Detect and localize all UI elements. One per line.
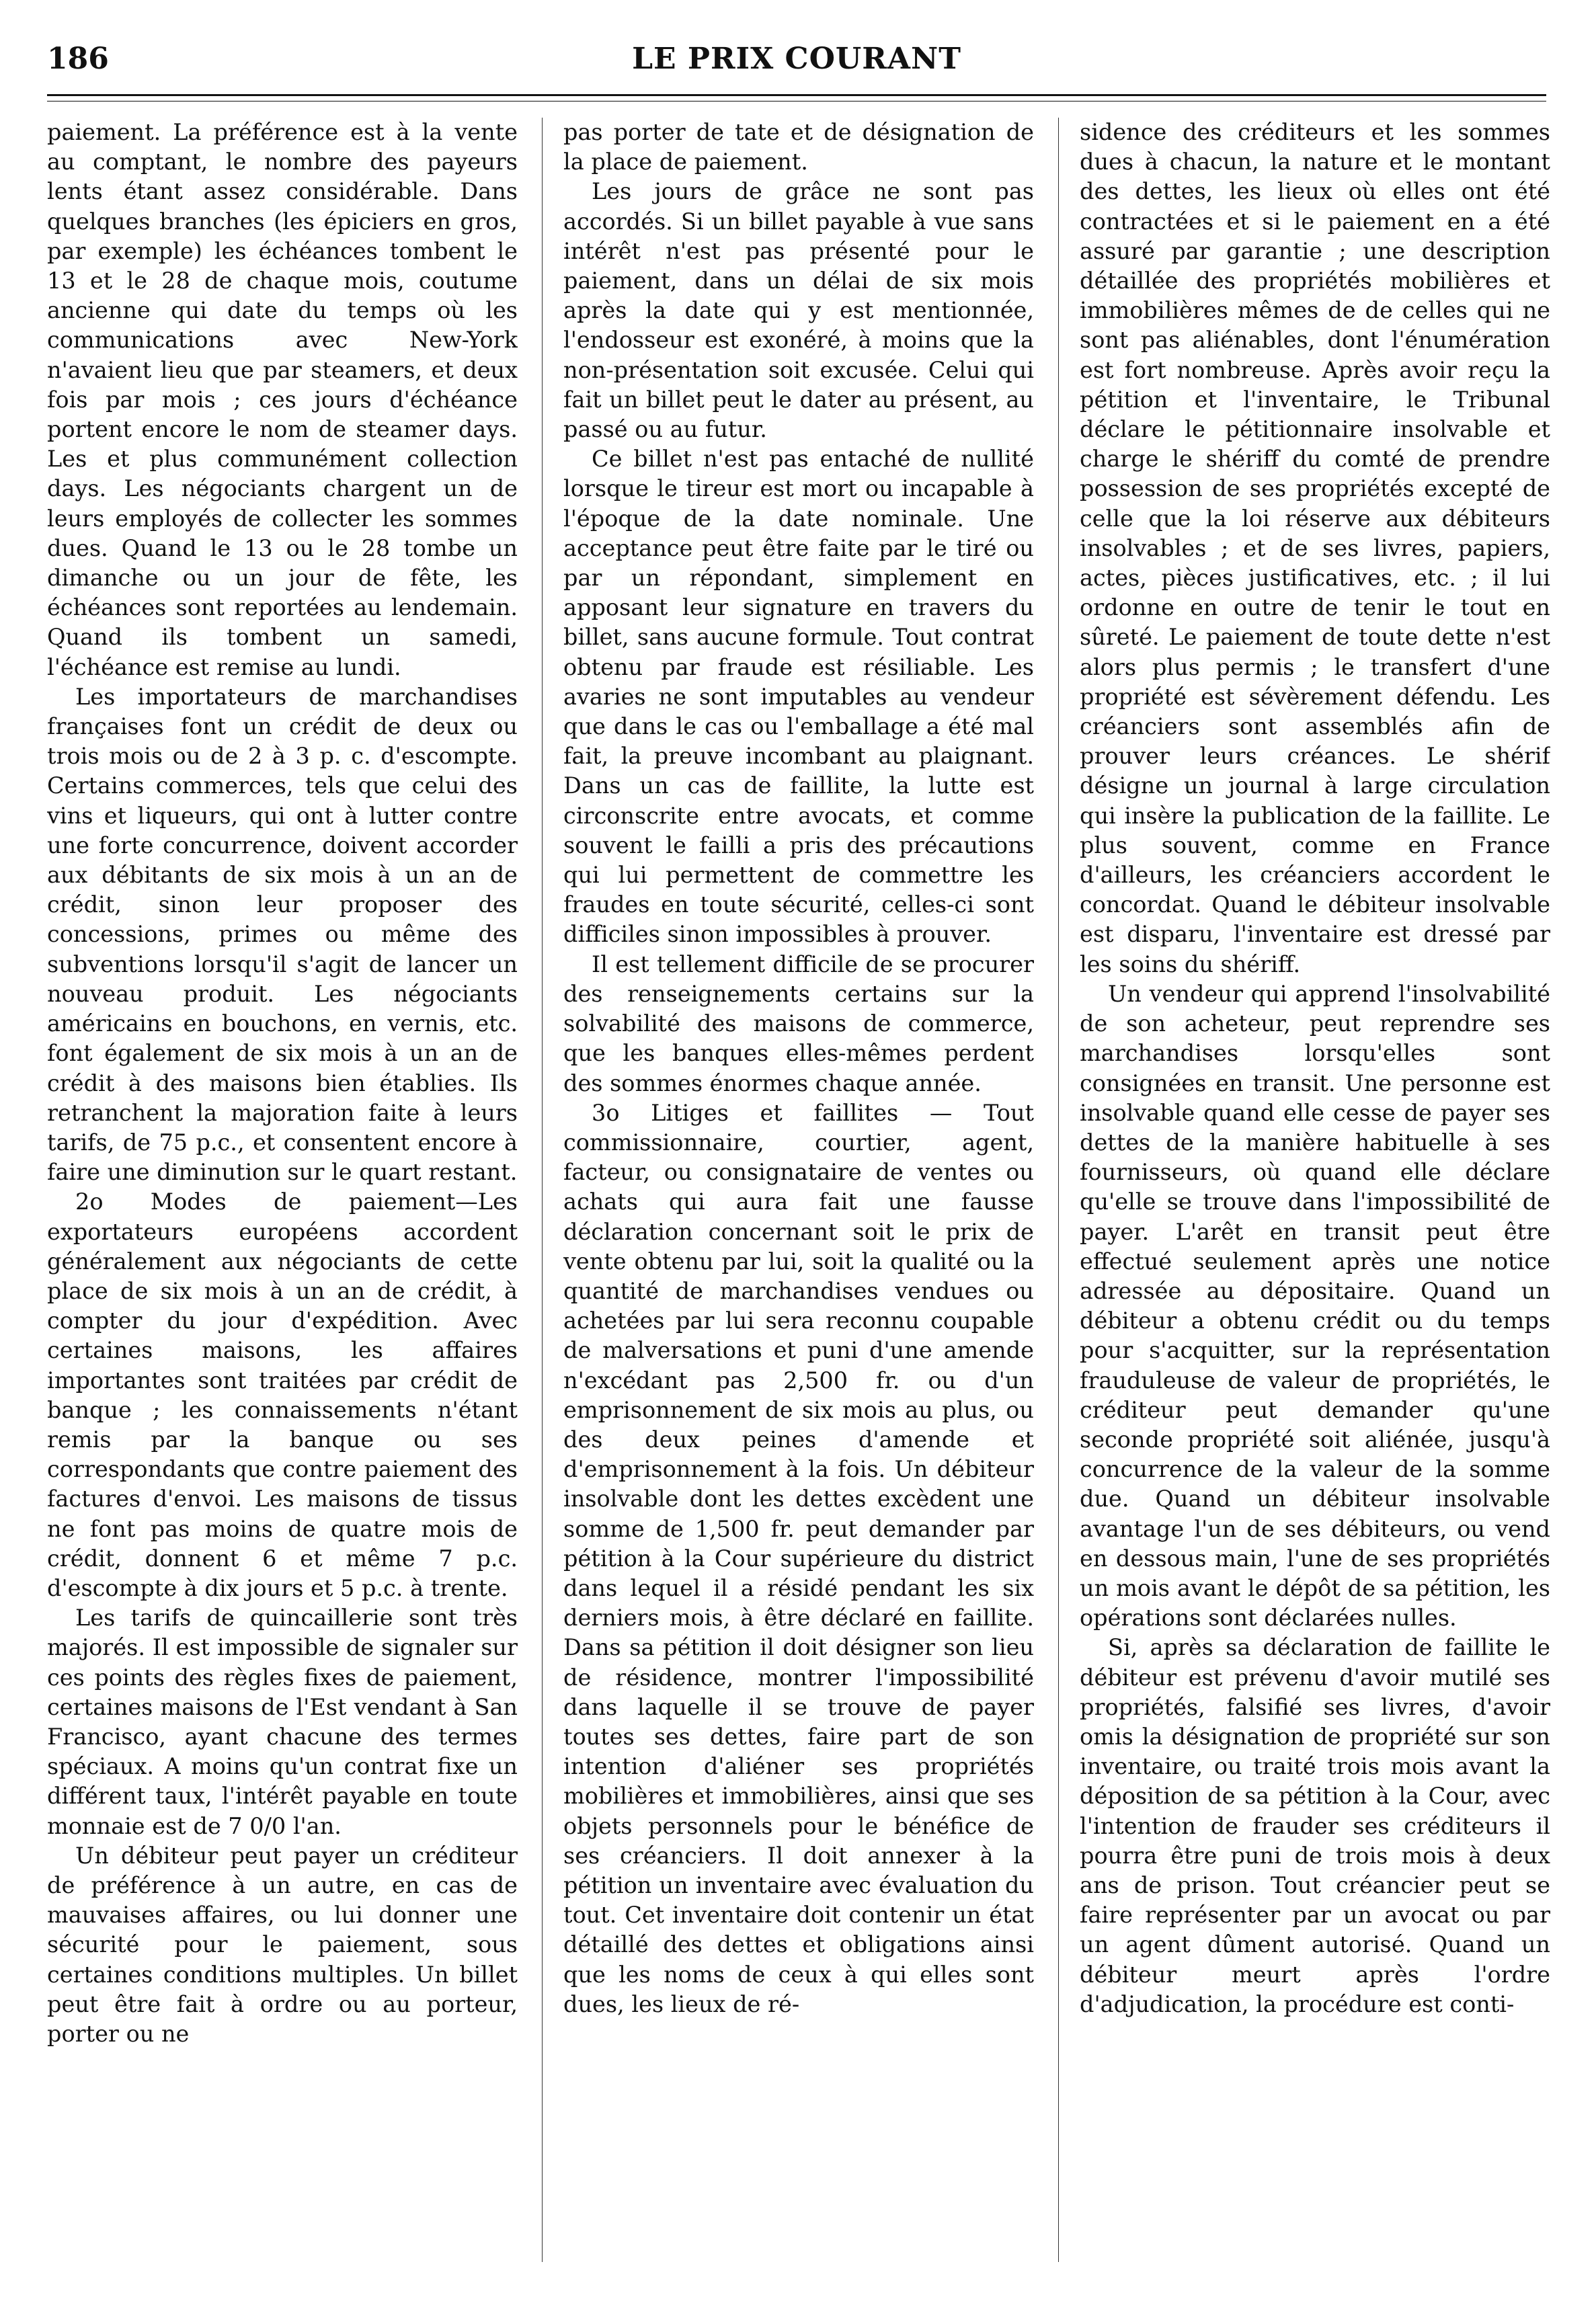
paragraph: Un débiteur peut payer un créditeur de préférence à un autre, en cas de mauvaises affaires, ou lui donner une sécurité pour le paiement, sous certaines conditions multiples. Un billet peut être fait à ordre ou au porteur, porter ou ne xyxy=(47,1842,518,2047)
column-1 xyxy=(47,118,518,2262)
paragraph: Les tarifs de quincaillerie sont très majorés. Il est impossible de signaler sur ces points des règles fixes de paiement, certaines maisons de l'Est vendant à San Francisco, ayant chacune des termes spéciaux. A moins qu'un contrat fixe un différent taux, l'intérêt payable en toute monnaie est de 7 0/0 l'an. xyxy=(47,1605,518,1839)
column-divider xyxy=(1058,118,1059,2262)
paragraph: 3o Litiges et faillites — Tout commissionnaire, courtier, agent, facteur, ou consignataire de ventes ou achats qui aura fait une fausse déclaration concernant soit le prix de vente obtenu par lui, soit la qualité ou la quantité de marchandises vendues ou achetées par lui sera reconnu coupable de malversations et puni d'une amende n'excédant pas 2,500 fr. ou d'un emprisonnement de six mois au plus, ou des deux peines d'amende et d'emprisonnement à la fois. Un débiteur insolvable dont les dettes excèdent une somme de 1,500 fr. peut demander par pétition à la Cour supérieure du district dans lequel il a résidé pendant les six derniers mois, à être déclaré en faillite. Dans sa pétition il doit désigner son lieu de résidence, montrer l'impossibilité dans laquelle il se trouve de payer toutes ses dettes, faire part de son intention d'aliéner ses propriétés mobilières et immobilières, ainsi que ses objets personnels pour le bénéfice de ses créanciers. Il doit annexer à la pétition un inventaire avec évaluation du tout. Cet inventaire doit contenir un état détaillé des dettes et obligations ainsi que les noms de ceux à qui elles sont dues, les lieux de ré- xyxy=(563,1099,1034,2017)
column-3 xyxy=(1080,118,1550,2262)
paragraph: Les jours de grâce ne sont pas accordés. Si un billet payable à vue sans intérêt n'est pas présenté pour le paiement, dans un délai de six mois après la date qui y est mentionnée, l'endosseur est exonéré, à moins que la non-présentation soit excusée. Celui qui fait un billet peut le dater au présent, au passé ou au futur. xyxy=(563,178,1034,443)
paragraph: Ce billet n'est pas entaché de nullité lorsque le tireur est mort ou incapable à l'époque de la date nominale. Une acceptance peut être faite par le tiré ou par un répondant, simplement en apposant leur signature en travers du billet, sans aucune formule. Tout contrat obtenu par fraude est résiliable. Les avaries ne sont imputables au vendeur que dans le cas ou l'emballage a été mal fait, la preuve incombant au plaignant. Dans un cas de faillite, la lutte est circonscrite entre avocats, et comme souvent le failli a pris des précautions qui lui permettent de commettre les fraudes en toute sécurité, celles-ci sont difficiles sinon impossibles à prouver. xyxy=(563,446,1034,948)
paragraph: Les importateurs de marchandises françaises font un crédit de deux ou trois mois ou de 2 à 3 p. c. d'escompte. Certains commerces, tels que celui des vins et liqueurs, qui ont à lutter contre une forte concurrence, doivent accorder aux débitants de six mois à un an de crédit, sinon leur proposer des concessions, primes ou même des subventions lorsqu'il s'agit de lancer un nouveau produit. Les négociants américains en bouchons, en vernis, etc. font également de six mois à un an de crédit à des maisons bien établies. Ils retranchent la majoration faite à leurs tarifs, de 75 p.c., et consentent encore à faire une diminution sur le quart restant. xyxy=(47,683,518,1186)
paragraph: sidence des créditeurs et les sommes dues à chacun, la nature et le montant des dettes, les lieux où elles ont été contractées et si le paiement en a été assuré par garantie ; une description détaillée des propriétés mobilières et immobilières mêmes de de celles qui ne sont pas aliénables, dont l'énumération est fort nombreuse. Après avoir reçu la pétition et l'inventaire, le Tribunal déclare le pétitionnaire insolvable et charge le shériff du comté de prendre possession de ses propriétés excepté de celle que la loi réserve aux débiteurs insolvables ; et de ses livres, papiers, actes, pièces justificatives, etc. ; il lui ordonne en outre de tenir le tout en sûreté. Le paiement de toute dette n'est alors plus permis ; le transfert d'une propriété est sévèrement défendu. Les créanciers sont assemblés afin de prouver leurs créances. Le shérif désigne un journal à large circulation qui insère la publication de la faillite. Le plus souvent, comme en France d'ailleurs, les créanciers accordent le concordat. Quand le débiteur insolvable est disparu, l'inventaire est dressé par les soins du shériff. xyxy=(1080,119,1550,977)
paragraph: pas porter de tate et de désignation de la place de paiement. xyxy=(563,119,1034,175)
page-header xyxy=(47,42,1546,89)
paragraph: 2o Modes de paiement—Les exportateurs européens accordent généralement aux négociants de cette place de six mois à un an de crédit, à compter du jour d'expédition. Avec certaines maisons, les affaires importantes sont traitées par crédit de banque ; les connaissements n'étant remis par la banque ou ses correspondants que contre paiement des factures d'envoi. Les maisons de tissus ne font pas moins de quatre mois de crédit, donnent 6 et même 7 p.c. d'escompte à dix jours et 5 p.c. à trente. xyxy=(47,1188,518,1601)
paragraph: Il est tellement difficile de se procurer des renseignements certains sur la solvabilité des maisons de commerce, que les banques elles-mêmes perdent des sommes énormes chaque année. xyxy=(563,951,1034,1096)
text-columns xyxy=(47,118,1550,2269)
running-title: LE PRIX COURANT xyxy=(632,42,961,76)
header-rule-thin xyxy=(47,101,1546,102)
column-divider xyxy=(542,118,543,2262)
column-2 xyxy=(563,118,1034,2262)
paragraph: paiement. La préférence est à la vente au comptant, le nombre des payeurs lents étant assez considérable. Dans quelques branches (les épiciers en gros, par exemple) les échéances tombent le 13 et le 28 de chaque mois, coutume ancienne qui date du temps où les communications avec New-York n'avaient lieu que par steamers, et deux fois par mois ; ces jours d'échéance portent encore le nom de steamer days. Les et plus communément collection days. Les négociants chargent un de leurs employés de collecter les sommes dues. Quand le 13 ou le 28 tombe un dimanche ou un jour de fête, les échéances sont reportées au lendemain. Quand ils tombent un samedi, l'échéance est remise au lundi. xyxy=(47,119,518,680)
paragraph: Un vendeur qui apprend l'insolvabilité de son acheteur, peut reprendre ses marchandises lorsqu'elles sont consignées en transit. Une personne est insolvable quand elle cesse de payer ses dettes de la manière habituelle à ses fournisseurs, où quand elle déclare qu'elle se trouve dans l'impossibilité de payer. L'arêt en transit peut être effectué seulement après une notice adressée au dépositaire. Quand un débiteur a obtenu crédit ou du temps pour s'acquitter, sur la représentation frauduleuse de valeur de propriétés, le créditeur peut demander qu'une seconde propriété soit aliénée, jusqu'à concurrence de la valeur de la somme due. Quand un débiteur insolvable avantage l'un de ses débiteurs, ou vend en dessous main, l'une de ses propriétés un mois avant le dépôt de sa pétition, les opérations sont déclarées nulles. xyxy=(1080,980,1550,1631)
paragraph: Si, après sa déclaration de faillite le débiteur est prévenu d'avoir mutilé ses propriétés, falsifié ses livres, d'avoir omis la désignation de propriété sur son inventaire, ou traité trois mois avant la déposition de sa pétition à la Cour, avec l'intention de frauder ses créditeurs il pourra être puni de trois mois à deux ans de prison. Tout créancier peut se faire représenter par un avocat ou par un agent dûment autorisé. Quand un débiteur meurt après l'ordre d'adjudication, la procédure est conti- xyxy=(1080,1634,1550,2017)
page-number: 186 xyxy=(47,42,109,76)
header-rule xyxy=(47,94,1546,96)
